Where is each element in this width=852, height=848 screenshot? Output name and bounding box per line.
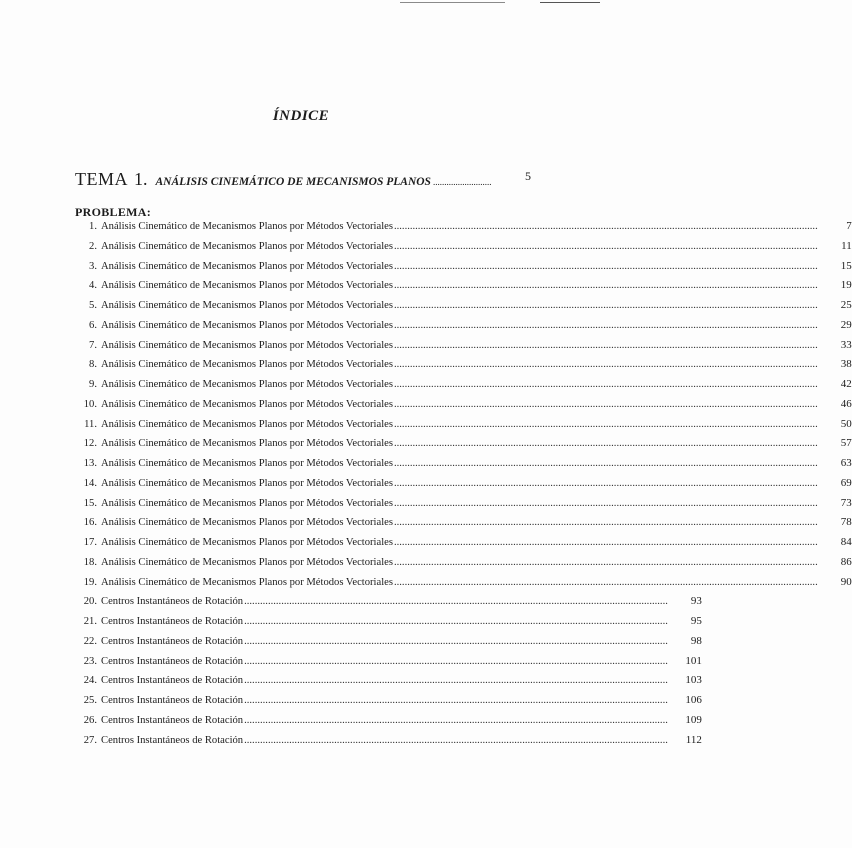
entry-title: Análisis Cinemático de Mecanismos Planos por Métodos Vectoriales	[101, 576, 393, 588]
toc-entry[interactable]	[75, 555, 852, 576]
entry-page-number: 50	[840, 417, 852, 430]
entry-title: Análisis Cinemático de Mecanismos Planos por Métodos Vectoriales	[101, 280, 393, 292]
toc-entry[interactable]	[75, 378, 852, 398]
entry-number: 22.	[83, 635, 97, 647]
entry-title: Análisis Cinemático de Mecanismos Planos por Métodos Vectoriales	[101, 260, 393, 272]
leader-dots	[394, 498, 818, 509]
leader-dots	[244, 596, 668, 607]
leader-dots: ..........................	[432, 177, 492, 187]
entry-page-number: 73	[840, 496, 852, 509]
entry-title: Centros Instantáneos de Rotación	[101, 635, 244, 647]
leader-dots	[394, 399, 818, 410]
entry-title: Centros Instantáneos de Rotación	[101, 714, 244, 726]
entry-number: 16.	[83, 517, 97, 529]
entry-title: Análisis Cinemático de Mecanismos Planos por Métodos Vectoriales	[101, 319, 393, 331]
toc-entry[interactable]	[75, 259, 852, 280]
entry-page-number: 86	[840, 555, 852, 568]
leader-dots	[394, 557, 818, 568]
entry-page-number: 98	[690, 634, 702, 647]
entry-page-number: 15	[840, 259, 852, 272]
entry-number: 24.	[83, 675, 97, 687]
leader-dots	[244, 735, 668, 746]
entry-number: 4.	[89, 280, 97, 292]
entry-page-number: 109	[685, 713, 702, 726]
leader-dots	[394, 261, 818, 272]
entry-page-number: 42	[840, 378, 852, 390]
entry-page-number: 46	[840, 397, 852, 410]
entry-number: 9.	[89, 379, 97, 390]
toc-entry[interactable]	[75, 733, 702, 754]
entry-number: 8.	[89, 359, 97, 371]
entry-page-number: 78	[840, 516, 852, 529]
entry-title: Análisis Cinemático de Mecanismos Planos por Métodos Vectoriales	[101, 517, 393, 529]
entry-title: Centros Instantáneos de Rotación	[101, 695, 244, 706]
entry-title: Análisis Cinemático de Mecanismos Planos por Métodos Vectoriales	[101, 477, 393, 489]
leader-dots	[394, 300, 818, 311]
scan-line	[540, 2, 600, 3]
leader-dots	[394, 438, 818, 449]
entry-number: 14.	[83, 477, 97, 489]
leader-dots	[244, 715, 668, 726]
toc-entry[interactable]	[75, 694, 702, 714]
entry-page-number: 112	[685, 733, 702, 746]
entry-title: Centros Instantáneos de Rotación	[101, 655, 244, 667]
leader-dots	[244, 616, 668, 627]
entry-number: 11.	[84, 418, 97, 430]
leader-dots	[244, 675, 668, 686]
entry-title: Análisis Cinemático de Mecanismos Planos por Métodos Vectoriales	[101, 240, 393, 252]
toc-entry[interactable]	[75, 713, 702, 734]
entry-title: Análisis Cinemático de Mecanismos Planos por Métodos Vectoriales	[101, 458, 393, 469]
toc-entry[interactable]	[75, 476, 852, 497]
toc-entry[interactable]	[75, 595, 702, 615]
leader-dots	[394, 340, 818, 351]
entry-title: Análisis Cinemático de Mecanismos Planos por Métodos Vectoriales	[101, 359, 393, 371]
leader-dots	[394, 320, 818, 331]
scan-line	[400, 2, 505, 3]
entry-number: 15.	[83, 497, 97, 509]
entry-title: Centros Instantáneos de Rotación	[101, 596, 244, 608]
entry-number: 10.	[83, 398, 97, 410]
entry-number: 25.	[83, 695, 97, 706]
entry-page-number: 63	[840, 457, 852, 469]
toc-entry[interactable]	[75, 299, 852, 319]
entry-page-number: 101	[685, 654, 702, 667]
leader-dots	[394, 379, 818, 390]
toc-entry[interactable]	[75, 457, 852, 477]
toc-entry[interactable]	[75, 318, 852, 339]
entry-number: 20.	[83, 596, 97, 608]
entry-number: 2.	[89, 240, 97, 252]
entry-title: Análisis Cinemático de Mecanismos Planos por Métodos Vectoriales	[101, 438, 393, 450]
entry-number: 3.	[89, 260, 97, 272]
entry-number: 6.	[89, 319, 97, 331]
toc-entry[interactable]	[75, 575, 852, 596]
entry-number: 21.	[83, 616, 97, 627]
entry-page-number: 38	[840, 358, 852, 371]
entry-page-number: 29	[840, 318, 852, 331]
toc-entry[interactable]	[75, 674, 702, 694]
entry-number: 13.	[83, 458, 97, 469]
entry-number: 5.	[89, 300, 97, 311]
leader-dots	[394, 221, 818, 232]
section-label: PROBLEMA:	[75, 205, 152, 219]
entry-title: Análisis Cinemático de Mecanismos Planos por Métodos Vectoriales	[101, 497, 393, 509]
entry-number: 23.	[83, 655, 97, 667]
entry-number: 19.	[83, 576, 97, 588]
tema-label: TEMA	[75, 169, 128, 189]
toc-entry[interactable]	[75, 338, 852, 359]
toc-entry[interactable]	[75, 516, 852, 536]
entry-page-number: 95	[690, 615, 702, 627]
toc-entry[interactable]	[75, 634, 702, 655]
entry-number: 26.	[83, 714, 97, 726]
toc-entry[interactable]	[75, 417, 852, 438]
leader-dots	[244, 636, 668, 647]
entry-title: Análisis Cinemático de Mecanismos Planos por Métodos Vectoriales	[101, 339, 393, 351]
entry-page-number: 103	[685, 674, 702, 687]
toc-entry[interactable]	[75, 358, 852, 378]
tema-title: ANÁLISIS CINEMÁTICO DE MECANISMOS PLANOS	[155, 176, 431, 188]
scan-edge-mark	[400, 0, 602, 10]
leader-dots	[394, 517, 818, 528]
leader-dots	[394, 537, 818, 548]
toc-entry[interactable]	[75, 654, 702, 675]
toc-entry[interactable]	[75, 437, 852, 457]
entry-number: 1.	[89, 221, 97, 232]
entry-page-number: 19	[840, 279, 852, 292]
entry-page-number: 11	[841, 239, 852, 252]
leader-dots	[394, 241, 818, 252]
toc-list	[75, 220, 852, 753]
leader-dots	[244, 656, 668, 667]
entry-page-number: 33	[840, 338, 852, 351]
entry-page-number: 90	[840, 575, 852, 588]
entry-page-number: 84	[840, 536, 852, 548]
entry-title: Centros Instantáneos de Rotación	[101, 734, 244, 746]
entry-title: Análisis Cinemático de Mecanismos Planos por Métodos Vectoriales	[101, 418, 393, 430]
toc-entry[interactable]	[75, 496, 852, 517]
leader-dots	[394, 458, 818, 469]
entry-number: 17.	[83, 537, 97, 548]
leader-dots	[394, 359, 818, 370]
tema-number: 1.	[134, 169, 148, 189]
entry-page-number: 69	[840, 476, 852, 489]
toc-entry[interactable]	[75, 397, 852, 418]
entry-title: Análisis Cinemático de Mecanismos Planos por Métodos Vectoriales	[101, 398, 393, 410]
entry-title: Análisis Cinemático de Mecanismos Planos por Métodos Vectoriales	[101, 300, 393, 311]
entry-title: Análisis Cinemático de Mecanismos Planos por Métodos Vectoriales	[101, 379, 393, 390]
toc-entry[interactable]	[75, 279, 852, 299]
toc-entry[interactable]	[75, 615, 702, 635]
entry-page-number: 93	[690, 595, 702, 608]
leader-dots	[394, 577, 818, 588]
leader-dots	[394, 419, 818, 430]
entry-title: Análisis Cinemático de Mecanismos Planos por Métodos Vectoriales	[101, 556, 393, 568]
leader-dots	[244, 695, 668, 706]
leader-dots	[394, 478, 818, 489]
toc-entry[interactable]	[75, 536, 852, 556]
leader-dots	[394, 280, 818, 291]
tema-page-number: 5	[525, 169, 531, 183]
entry-number: 7.	[89, 339, 97, 351]
entry-title: Análisis Cinemático de Mecanismos Planos por Métodos Vectoriales	[101, 221, 393, 232]
toc-entry[interactable]	[75, 239, 852, 260]
entry-number: 18.	[83, 556, 97, 568]
entry-page-number: 57	[840, 437, 852, 450]
entry-number: 27.	[83, 734, 97, 746]
entry-page-number: 7	[846, 220, 852, 232]
entry-number: 12.	[83, 438, 97, 450]
page-title: ÍNDICE	[272, 108, 330, 124]
entry-page-number: 25	[840, 299, 852, 311]
entry-title: Centros Instantáneos de Rotación	[101, 675, 244, 687]
entry-page-number: 106	[685, 694, 702, 706]
toc-entry[interactable]	[75, 220, 852, 240]
entry-title: Análisis Cinemático de Mecanismos Planos por Métodos Vectoriales	[101, 537, 393, 548]
tema-heading	[75, 169, 531, 190]
entry-title: Centros Instantáneos de Rotación	[101, 616, 244, 627]
